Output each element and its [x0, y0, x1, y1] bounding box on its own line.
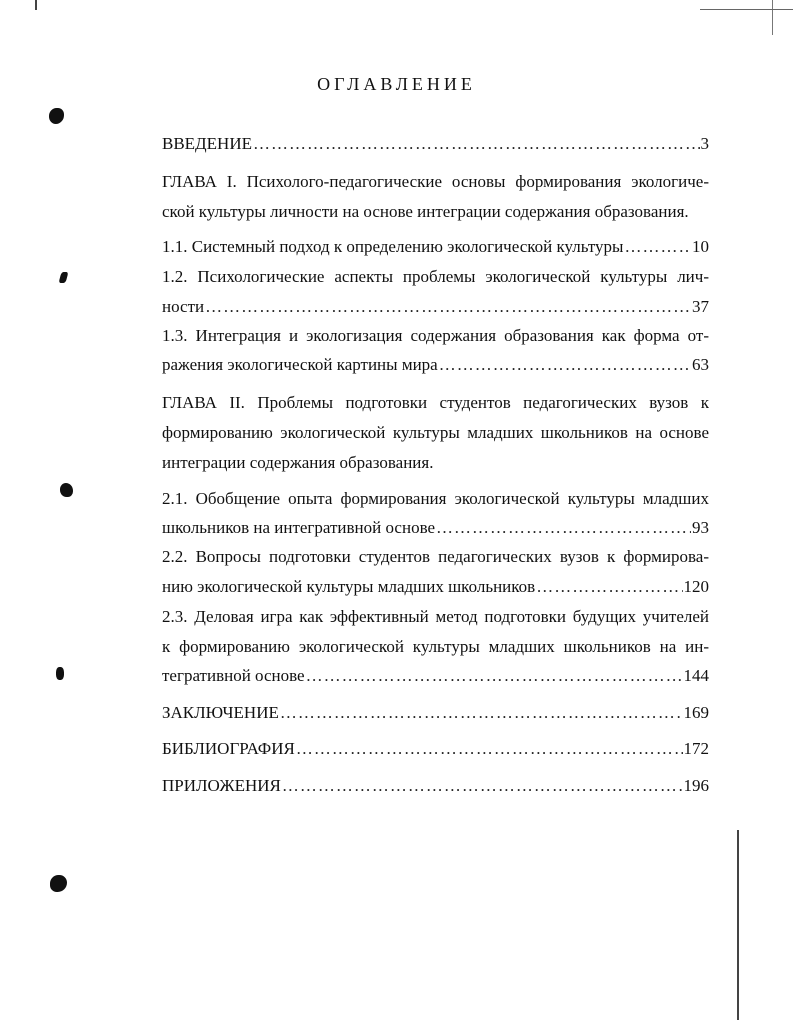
section-2-1-line-1: 2.1. Обобщение опыта формирования экологической культуры младших — [162, 489, 709, 508]
dot-leader — [624, 235, 691, 259]
toc-entry-bibliography — [162, 737, 709, 761]
section-2-2-line-1: 2.2. Вопросы подготовки студентов педагогических вузов к формирова- — [162, 547, 709, 566]
punch-hole-mark — [50, 875, 67, 892]
section-2-3-line-2: к формированию экологической культуры младших школьников на ин- — [162, 637, 709, 656]
dot-leader — [253, 132, 700, 156]
dot-leader — [439, 353, 691, 377]
page-title: ОГЛАВЛЕНИЕ — [317, 74, 476, 94]
dot-leader — [296, 737, 683, 761]
section-2-3-line-1: 2.3. Деловая игра как эффективный метод подготовки будущих учителей — [162, 607, 709, 626]
toc-entry-text: тегративной основе — [162, 666, 305, 685]
punch-hole-mark — [49, 108, 64, 124]
punch-hole-mark — [59, 272, 69, 283]
chapter-1-heading-line-2: ской культуры личности на основе интеграции содержания образования. — [162, 202, 689, 221]
toc-entry-1-2 — [162, 295, 709, 319]
chapter-2-heading-line-1: ГЛАВА II. Проблемы подготовки студентов педагогических вузов к — [162, 393, 709, 412]
chapter-2-heading-line-2: формированию экологической культуры младших школьников на основе — [162, 423, 709, 442]
punch-hole-mark — [56, 667, 64, 680]
toc-entry-text: нию экологической культуры младших школьников — [162, 577, 536, 596]
toc-page-number: 172 — [683, 739, 709, 758]
toc-entry-conclusion — [162, 701, 709, 725]
toc-entry-2-1 — [162, 516, 709, 540]
toc-entry-text: ности — [162, 297, 205, 316]
toc-entry-text: БИБЛИОГРАФИЯ — [162, 739, 295, 758]
dot-leader — [282, 774, 683, 798]
dot-leader — [436, 516, 691, 540]
toc-page-number: 3 — [700, 134, 709, 153]
toc-entry-text: школьников на интегративной основе — [162, 518, 436, 537]
toc-entry-introduction — [162, 132, 709, 156]
section-1-3-line-1: 1.3. Интеграция и экологизация содержания образования как форма от- — [162, 326, 709, 345]
toc-page-number: 37 — [692, 297, 709, 316]
scan-edge-line — [737, 830, 739, 1020]
toc-page-number: 196 — [683, 776, 709, 795]
toc-page-number: 63 — [692, 355, 709, 374]
scan-edge-line — [35, 0, 37, 10]
chapter-2-heading-line-3: интеграции содержания образования. — [162, 453, 434, 472]
toc-page-number: 10 — [692, 237, 709, 256]
toc-entry-2-2 — [162, 575, 709, 599]
scan-edge-line — [772, 0, 773, 35]
punch-hole-mark — [60, 483, 73, 497]
toc-page-number: 169 — [683, 703, 709, 722]
toc-entry-1-1 — [162, 235, 709, 259]
toc-entry-1-3 — [162, 353, 709, 377]
toc-entry-text: ЗАКЛЮЧЕНИЕ — [162, 703, 279, 722]
dot-leader — [306, 664, 683, 688]
toc-entry-text: ПРИЛОЖЕНИЯ — [162, 776, 281, 795]
toc-page-number: 144 — [683, 666, 709, 685]
toc-entry-text: ВВЕДЕНИЕ — [162, 134, 252, 153]
toc-entry-text: 1.1. Системный подход к определению экологической культуры — [162, 237, 624, 256]
dot-leader — [280, 701, 683, 725]
chapter-1-heading-line-1: ГЛАВА I. Психолого-педагогические основы формирования экологиче- — [162, 172, 709, 191]
toc-entry-appendices — [162, 774, 709, 798]
toc-entry-2-3 — [162, 664, 709, 688]
dot-leader — [536, 575, 682, 599]
dot-leader — [205, 295, 691, 319]
toc-page-number: 120 — [683, 577, 709, 596]
toc-page-number: 93 — [692, 518, 709, 537]
toc-entry-text: ражения экологической картины мира — [162, 355, 438, 374]
section-1-2-line-1: 1.2. Психологические аспекты проблемы экологической культуры лич- — [162, 267, 709, 286]
scan-edge-line — [700, 9, 793, 10]
